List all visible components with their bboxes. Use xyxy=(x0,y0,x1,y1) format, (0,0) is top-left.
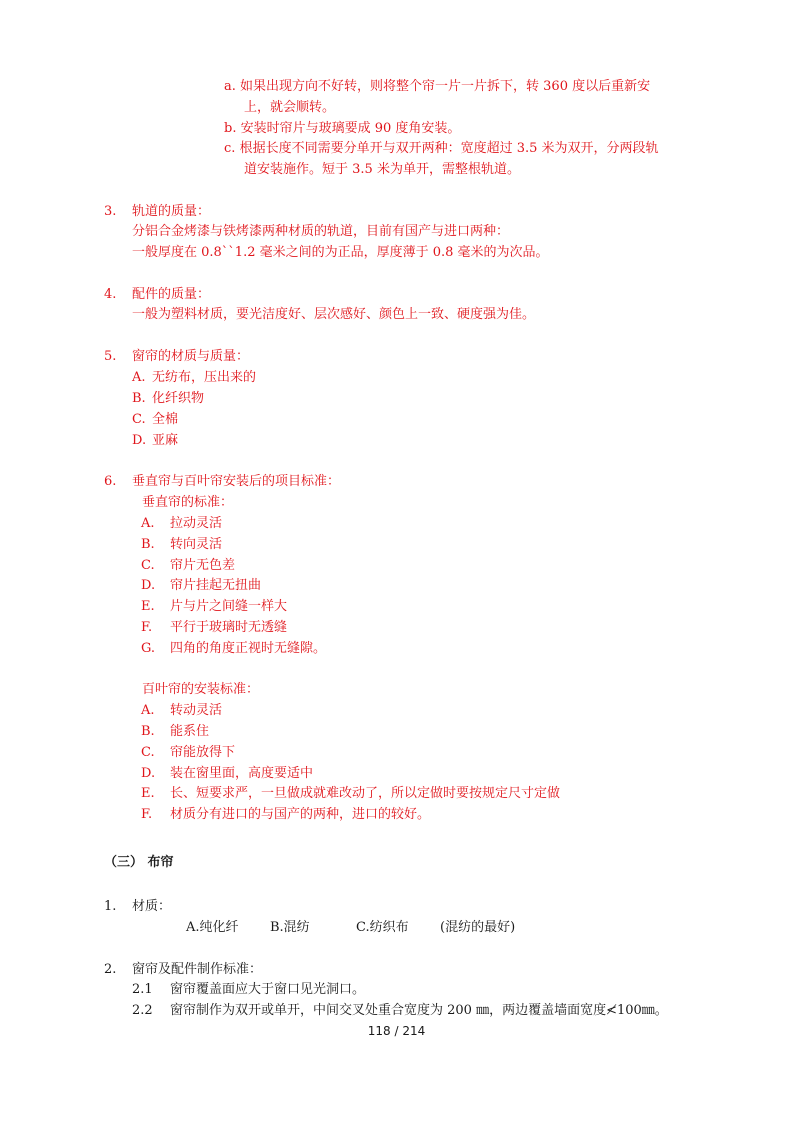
clause-number: 2.1 xyxy=(132,982,153,997)
item-3-paragraph-2: 一般厚度在 0.8``1.2 毫米之间的为正品，厚度薄于 0.8 毫米的为次品。 xyxy=(132,245,549,260)
venetian-item-a xyxy=(141,702,222,720)
option-letter: D. xyxy=(141,766,156,781)
option-letter: B. xyxy=(141,724,155,739)
option-text: 材质分有进口的与国产的两种，进口的较好。 xyxy=(170,807,431,822)
clause-text: 窗帘制作为双开或单开，中间交叉处重合宽度为 200 ㎜，两边覆盖墙面宽度≮100㎜。 xyxy=(170,1003,668,1018)
item-number: 4. xyxy=(104,287,117,302)
item-4-heading xyxy=(104,286,210,304)
clause-text: 窗帘覆盖面应大于窗口见光洞口。 xyxy=(170,982,366,997)
item-number: 3. xyxy=(104,204,117,219)
sub-item-a-continued: 上，就会顺转。 xyxy=(244,100,336,115)
sub-item-b xyxy=(224,120,460,138)
sub-clause-2-1 xyxy=(132,981,365,999)
item-title: 材质： xyxy=(132,899,172,914)
option-text: 帘能放得下 xyxy=(170,745,236,760)
option-text: 帘片挂起无扭曲 xyxy=(170,578,262,593)
cloth-item-1-heading xyxy=(104,898,171,916)
clause-number: 2.2 xyxy=(132,1003,153,1018)
item-title: 配件的质量： xyxy=(132,287,211,302)
option-text: 四角的角度正视时无缝隙。 xyxy=(170,641,327,656)
item-5-option-d xyxy=(132,432,178,450)
venetian-item-d xyxy=(141,765,313,783)
material-option-a: A.纯化纤 xyxy=(186,920,239,935)
sub-item-text: 安装时帘片与玻璃要成 90 度角安装。 xyxy=(240,121,461,136)
vertical-item-f xyxy=(141,619,287,637)
vertical-item-c xyxy=(141,557,235,575)
vertical-item-d xyxy=(141,577,261,595)
option-text: 无纺布，压出来的 xyxy=(152,370,257,385)
item-3-paragraph-1: 分铝合金烤漆与铁烤漆两种材质的轨道，目前有国产与进口两种： xyxy=(132,224,510,239)
option-text: 片与片之间缝一样大 xyxy=(170,599,288,614)
option-letter: C. xyxy=(141,558,155,573)
option-letter: F. xyxy=(141,807,153,822)
option-letter: A. xyxy=(132,370,146,385)
page-number: 118 / 214 xyxy=(367,1024,426,1038)
item-5-option-c xyxy=(132,411,178,429)
option-text: 平行于玻璃时无透缝 xyxy=(170,620,288,635)
venetian-blind-title: 百叶帘的安装标准： xyxy=(142,682,260,697)
item-5-option-b xyxy=(132,390,204,408)
material-option-b: B.混纺 xyxy=(270,920,310,935)
item-5-heading xyxy=(104,348,249,366)
venetian-item-f xyxy=(141,806,430,824)
option-text: 能系住 xyxy=(170,724,210,739)
item-4-paragraph-1: 一般为塑料材质，要光洁度好、层次感好、颜色上一致、硬度强为佳。 xyxy=(132,307,536,322)
sub-item-marker: a. xyxy=(224,79,236,94)
item-title: 窗帘及配件制作标准： xyxy=(132,962,263,977)
item-title: 轨道的质量： xyxy=(132,204,211,219)
sub-item-c-continued: 道安装施作。短于 3.5 米为单开，需整根轨道。 xyxy=(244,162,520,177)
option-letter: D. xyxy=(141,578,156,593)
option-letter: E. xyxy=(141,786,155,801)
option-text: 帘片无色差 xyxy=(170,558,236,573)
option-letter: A. xyxy=(141,516,155,531)
option-letter: B. xyxy=(132,391,146,406)
vertical-blind-title: 垂直帘的标准： xyxy=(142,495,234,510)
option-text: 化纤织物 xyxy=(152,391,205,406)
option-letter: B. xyxy=(141,537,155,552)
material-option-c: C.纺织布 xyxy=(356,920,409,935)
item-number: 6. xyxy=(104,474,117,489)
cloth-item-2-heading xyxy=(104,961,262,979)
venetian-item-c xyxy=(141,744,235,762)
option-letter: A. xyxy=(141,703,155,718)
vertical-item-a xyxy=(141,515,222,533)
option-text: 全棉 xyxy=(152,412,179,427)
item-title: 窗帘的材质与质量： xyxy=(132,349,250,364)
option-letter: G. xyxy=(141,641,156,656)
section-heading: （三） 布帘 xyxy=(104,855,174,870)
option-letter: C. xyxy=(132,412,146,427)
item-number: 5. xyxy=(104,349,117,364)
item-5-option-a xyxy=(132,369,256,387)
option-letter: C. xyxy=(141,745,155,760)
sub-item-a xyxy=(224,78,650,96)
vertical-item-e xyxy=(141,598,287,616)
option-letter: F. xyxy=(141,620,153,635)
option-text: 拉动灵活 xyxy=(170,516,223,531)
sub-item-text: 根据长度不同需要分单开与双开两种：宽度超过 3.5 米为双开，分两段轨 xyxy=(239,141,659,156)
vertical-item-b xyxy=(141,536,222,554)
option-text: 装在窗里面，高度要适中 xyxy=(170,766,314,781)
option-text: 长、短要求严，一旦做成就难改动了，所以定做时要按规定尺寸定做 xyxy=(170,786,561,801)
sub-item-text: 如果出现方向不好转，则将整个帘一片一片拆下，转 360 度以后重新安 xyxy=(240,79,651,94)
vertical-item-g xyxy=(141,640,326,658)
sub-item-marker: c. xyxy=(224,141,236,156)
item-number: 1. xyxy=(104,899,117,914)
option-text: 转动灵活 xyxy=(170,703,223,718)
sub-clause-2-2 xyxy=(132,1002,668,1020)
option-text: 转向灵活 xyxy=(170,537,223,552)
option-letter: E. xyxy=(141,599,155,614)
option-letter: D. xyxy=(132,433,147,448)
material-note: (混纺的最好) xyxy=(440,920,516,935)
venetian-item-e xyxy=(141,785,560,803)
item-number: 2. xyxy=(104,962,117,977)
option-text: 亚麻 xyxy=(152,433,179,448)
venetian-item-b xyxy=(141,723,209,741)
sub-item-c xyxy=(224,140,659,158)
item-title: 垂直帘与百叶帘安装后的项目标准： xyxy=(132,474,341,489)
sub-item-marker: b. xyxy=(224,121,237,136)
item-3-heading xyxy=(104,203,210,221)
item-6-heading xyxy=(104,473,340,491)
